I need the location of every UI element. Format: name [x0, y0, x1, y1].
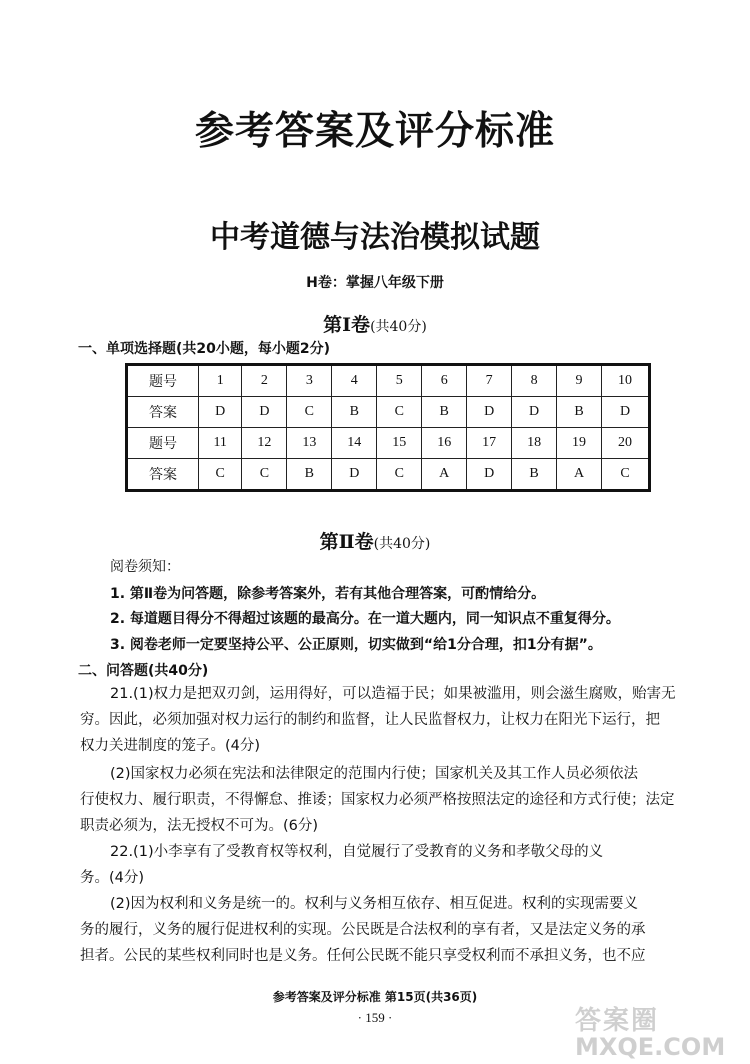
table-cell: 6	[422, 365, 467, 397]
table-cell: 5	[377, 365, 422, 397]
table-cell: 14	[332, 428, 377, 459]
table-cell: 9	[557, 365, 602, 397]
table-cell: 20	[602, 428, 650, 459]
table-cell: B	[422, 397, 467, 428]
note-2: 2. 每道题目得分不得超过该题的最高分。在一道大题内，同一知识点不重复得分。	[110, 611, 620, 627]
q22-2-line2: 务的履行，义务的履行促进权利的实现。公民既是合法权利的享有者，又是法定义务的承	[80, 922, 646, 938]
table-cell: D	[467, 459, 512, 491]
part1-title: 第Ⅰ卷	[323, 314, 371, 336]
table-row-label: 题号	[127, 428, 199, 459]
table-row	[127, 397, 650, 428]
table-cell: B	[557, 397, 602, 428]
table-cell: 13	[287, 428, 332, 459]
table-cell: D	[242, 397, 287, 428]
table-cell: B	[287, 459, 332, 491]
part2-heading	[0, 527, 750, 554]
q21-1-line3: 权力关进制度的笼子。(4分)	[80, 738, 261, 754]
table-cell: 7	[467, 365, 512, 397]
exam-title: 中考道德与法治模拟试题	[210, 220, 540, 255]
watermark-logo	[575, 1000, 747, 1060]
table-cell: A	[422, 459, 467, 491]
table-cell: 17	[467, 428, 512, 459]
table-cell: 19	[557, 428, 602, 459]
answer-table	[125, 363, 651, 492]
table-cell: C	[377, 397, 422, 428]
document-title: 参考答案及评分标准	[194, 108, 555, 154]
table-cell: D	[332, 459, 377, 491]
part1-heading	[0, 310, 750, 337]
q22-1-line2: 务。(4分)	[80, 870, 145, 886]
table-cell: 10	[602, 365, 650, 397]
q21-2-line1: (2)国家权力必须在宪法和法律限定的范围内行使；国家机关及其工作人员必须依法	[110, 766, 639, 782]
q21-1-line1: 21.(1)权力是把双刃剑，运用得好，可以造福于民；如果被滥用，则会滋生腐败，贻害无	[110, 686, 676, 702]
page-footer: 参考答案及评分标准 第15页(共36页)	[272, 990, 478, 1004]
table-cell: D	[602, 397, 650, 428]
paper-subtitle: H卷：掌握八年级下册	[306, 275, 444, 291]
table-row-label: 题号	[127, 365, 199, 397]
table-cell: B	[332, 397, 377, 428]
q22-2-line1: (2)因为权利和义务是统一的。权利与义务相互依存、相互促进。权利的实现需要义	[110, 896, 639, 912]
table-cell: D	[512, 397, 557, 428]
page-number: · 159 ·	[357, 1010, 393, 1025]
table-cell: C	[287, 397, 332, 428]
table-cell: C	[602, 459, 650, 491]
table-cell: 4	[332, 365, 377, 397]
table-cell: C	[377, 459, 422, 491]
table-row-label: 答案	[127, 459, 199, 491]
table-cell: C	[242, 459, 287, 491]
table-cell: 8	[512, 365, 557, 397]
section2-heading: 二、问答题(共40分)	[78, 663, 209, 679]
table-cell: A	[557, 459, 602, 491]
table-cell: 18	[512, 428, 557, 459]
table-cell: B	[512, 459, 557, 491]
section1-heading: 一、单项选择题(共20小题，每小题2分)	[78, 341, 331, 357]
part2-title: 第Ⅱ卷	[319, 531, 374, 553]
watermark-en: MXQE.COM	[575, 1033, 726, 1061]
watermark-cn: 答案圈	[575, 1006, 660, 1036]
table-row	[127, 365, 650, 397]
table-cell: D	[199, 397, 242, 428]
q21-2-line2: 行使权力、履行职责，不得懈怠、推诿；国家权力必须严格按照法定的途径和方式行使；法定	[80, 792, 675, 808]
table-cell: D	[467, 397, 512, 428]
table-cell: C	[199, 459, 242, 491]
q22-1-line1: 22.(1)小李享有了受教育权等权利，自觉履行了受教育的义务和孝敬父母的义	[110, 844, 604, 860]
q21-1-line2: 穷。因此，必须加强对权力运行的制约和监督，让人民监督权力，让权力在阳光下运行，把	[80, 712, 660, 728]
table-cell: 15	[377, 428, 422, 459]
q21-2-line3: 职责必须为，法无授权不可为。(6分)	[80, 818, 319, 834]
note-1: 1. 第Ⅱ卷为问答题，除参考答案外，若有其他合理答案，可酌情给分。	[110, 586, 546, 602]
note-3: 3. 阅卷老师一定要坚持公平、公正原则，切实做到“给1分合理，扣1分有据”。	[110, 637, 602, 653]
table-cell: 11	[199, 428, 242, 459]
table-row-label: 答案	[127, 397, 199, 428]
table-cell: 12	[242, 428, 287, 459]
q22-2-line3: 担者。公民的某些权利同时也是义务。任何公民既不能只享受权利而不承担义务，也不应	[80, 948, 646, 964]
part1-score: (共40分)	[370, 319, 427, 335]
table-row	[127, 459, 650, 491]
table-cell: 3	[287, 365, 332, 397]
table-cell: 1	[199, 365, 242, 397]
table-cell: 2	[242, 365, 287, 397]
table-cell: 16	[422, 428, 467, 459]
part2-score: (共40分)	[373, 536, 431, 552]
notes-title: 阅卷须知：	[110, 559, 180, 575]
table-row	[127, 428, 650, 459]
